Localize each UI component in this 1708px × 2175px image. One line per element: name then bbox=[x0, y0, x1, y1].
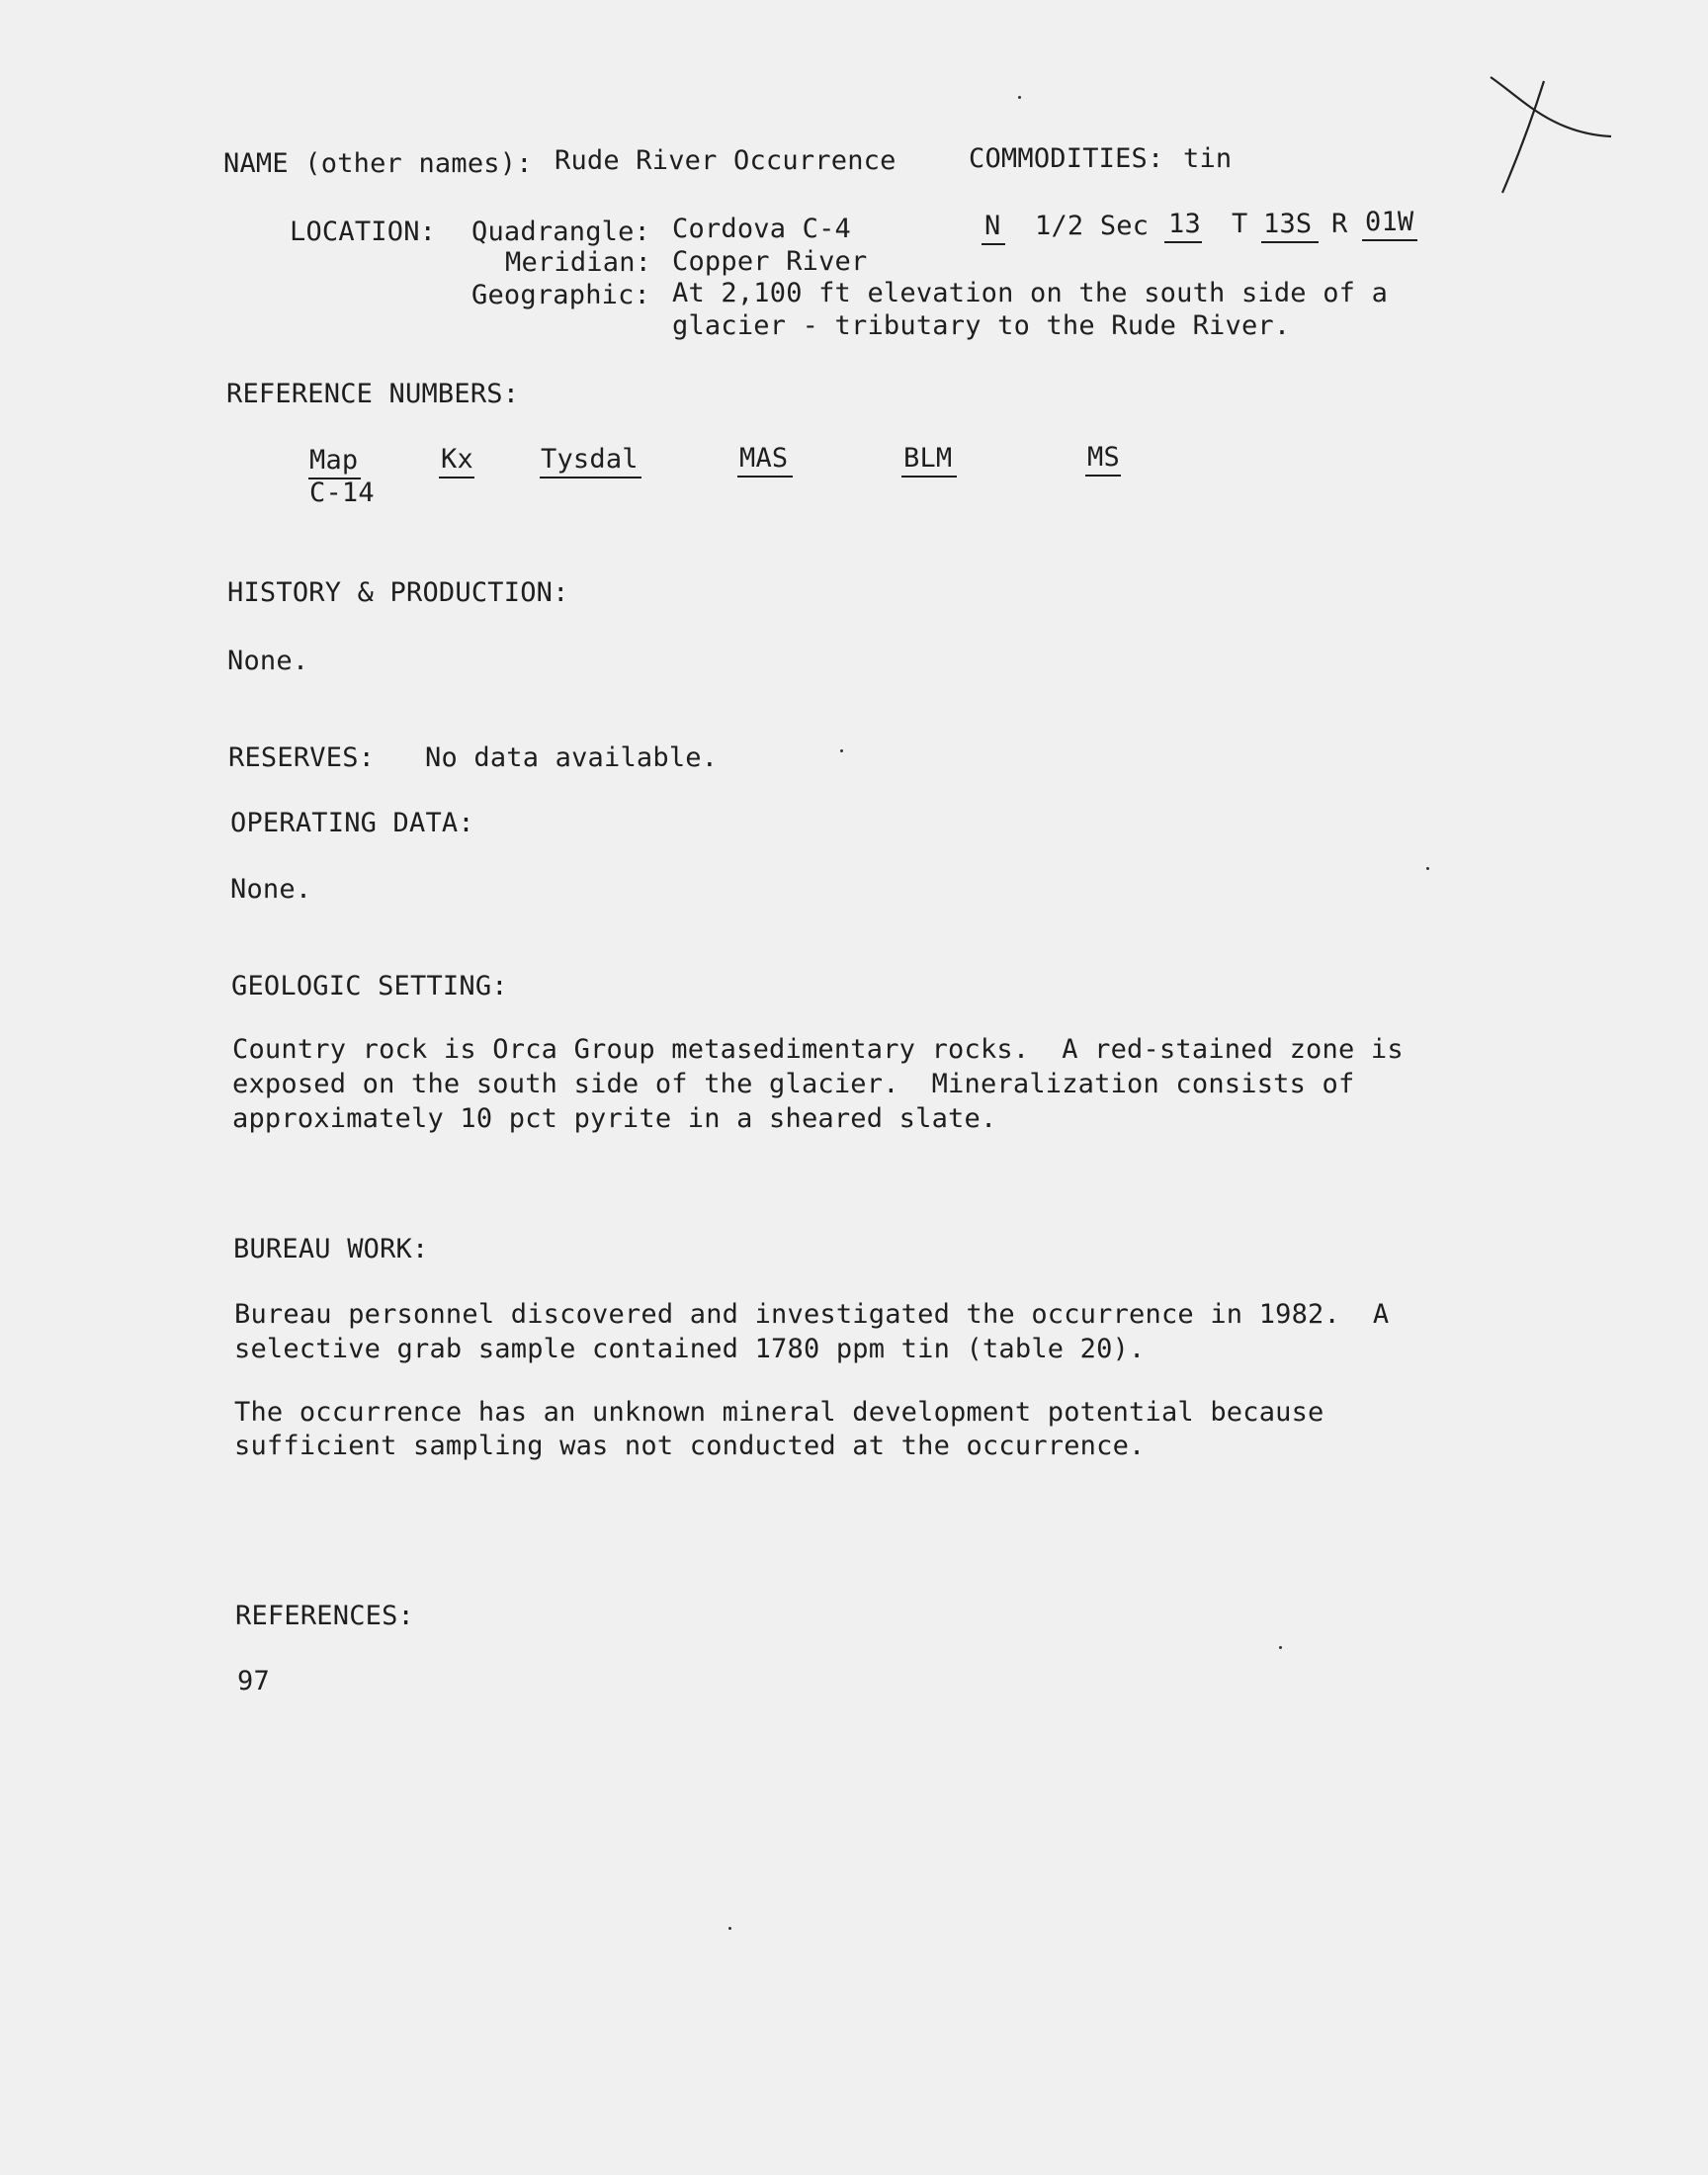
section-underline bbox=[1164, 241, 1202, 243]
ref-col-map-header: Map bbox=[309, 445, 359, 476]
scan-speck bbox=[728, 1927, 731, 1930]
operating-text: None. bbox=[230, 874, 312, 905]
geologic-line-2: exposed on the south side of the glacier. Mineralization consists of bbox=[232, 1069, 1355, 1099]
reserves-text: No data available. bbox=[425, 742, 719, 773]
references-text: 97 bbox=[237, 1666, 270, 1696]
geographic-label: Geographic: bbox=[471, 280, 651, 310]
ref-col-mas-header: MAS bbox=[739, 443, 789, 474]
geologic-line-1: Country rock is Orca Group metasedimentary rocks. A red-stained zone is bbox=[232, 1034, 1404, 1065]
quadrangle-value: Cordova C-4 bbox=[672, 214, 852, 244]
ref-col-ms-header: MS bbox=[1087, 442, 1120, 473]
scan-speck bbox=[840, 749, 843, 752]
quadrangle-label: Quadrangle: bbox=[471, 217, 651, 247]
ref-col-map-value: C-14 bbox=[309, 478, 375, 508]
handwritten-x-mark bbox=[1483, 59, 1641, 208]
range-underline bbox=[1362, 239, 1417, 241]
range-label: R bbox=[1331, 209, 1348, 239]
meridian-value: Copper River bbox=[672, 246, 868, 277]
ref-col-mas-underline bbox=[737, 476, 793, 478]
commodities-value: tin bbox=[1183, 143, 1233, 174]
half-value: N bbox=[984, 211, 1001, 241]
ref-col-blm-underline bbox=[901, 476, 957, 478]
ref-col-ms-underline bbox=[1085, 475, 1121, 477]
references-label: REFERENCES: bbox=[235, 1601, 415, 1631]
scan-speck bbox=[1018, 96, 1021, 99]
half-underline bbox=[982, 243, 1005, 245]
reference-numbers-label: REFERENCE NUMBERS: bbox=[226, 379, 520, 409]
history-label: HISTORY & PRODUCTION: bbox=[227, 577, 569, 608]
township-underline bbox=[1261, 241, 1319, 243]
scan-speck bbox=[1426, 867, 1429, 870]
meridian-label: Meridian: bbox=[505, 247, 652, 278]
bureau-para1-line-2: selective grab sample contained 1780 ppm tin (table 20). bbox=[234, 1334, 1146, 1364]
location-label: LOCATION: bbox=[290, 217, 437, 247]
bureau-para2-line-2: sufficient sampling was not conducted at the occurrence. bbox=[234, 1431, 1146, 1461]
name-value: Rude River Occurrence bbox=[555, 145, 897, 176]
ref-col-kx-header: Kx bbox=[441, 444, 473, 475]
ref-col-tysdal-underline bbox=[540, 477, 641, 478]
township-label: T bbox=[1232, 209, 1248, 239]
geographic-line-2: glacier - tributary to the Rude River. bbox=[672, 310, 1291, 341]
bureau-para2-line-1: The occurrence has an unknown mineral development potential because bbox=[234, 1397, 1324, 1428]
commodities-label: COMMODITIES: bbox=[969, 143, 1164, 174]
geographic-line-1: At 2,100 ft elevation on the south side of a bbox=[672, 278, 1389, 308]
ref-col-tysdal-header: Tysdal bbox=[541, 444, 639, 475]
half-suffix: 1/2 Sec bbox=[1035, 211, 1150, 241]
township-value: 13S bbox=[1263, 209, 1313, 239]
scan-speck bbox=[1279, 1646, 1282, 1649]
ref-col-blm-header: BLM bbox=[903, 443, 953, 474]
range-value: 01W bbox=[1365, 207, 1414, 237]
section-value: 13 bbox=[1168, 209, 1201, 239]
bureau-label: BUREAU WORK: bbox=[233, 1234, 429, 1264]
ref-col-kx-underline bbox=[439, 477, 474, 478]
history-text: None. bbox=[227, 646, 309, 676]
name-label: NAME (other names): bbox=[223, 148, 533, 179]
geologic-label: GEOLOGIC SETTING: bbox=[231, 971, 508, 1001]
bureau-para1-line-1: Bureau personnel discovered and investigated the occurrence in 1982. A bbox=[234, 1299, 1390, 1330]
reserves-label: RESERVES: bbox=[228, 742, 376, 773]
operating-label: OPERATING DATA: bbox=[230, 808, 474, 838]
geologic-line-3: approximately 10 pct pyrite in a sheared slate. bbox=[232, 1103, 997, 1134]
